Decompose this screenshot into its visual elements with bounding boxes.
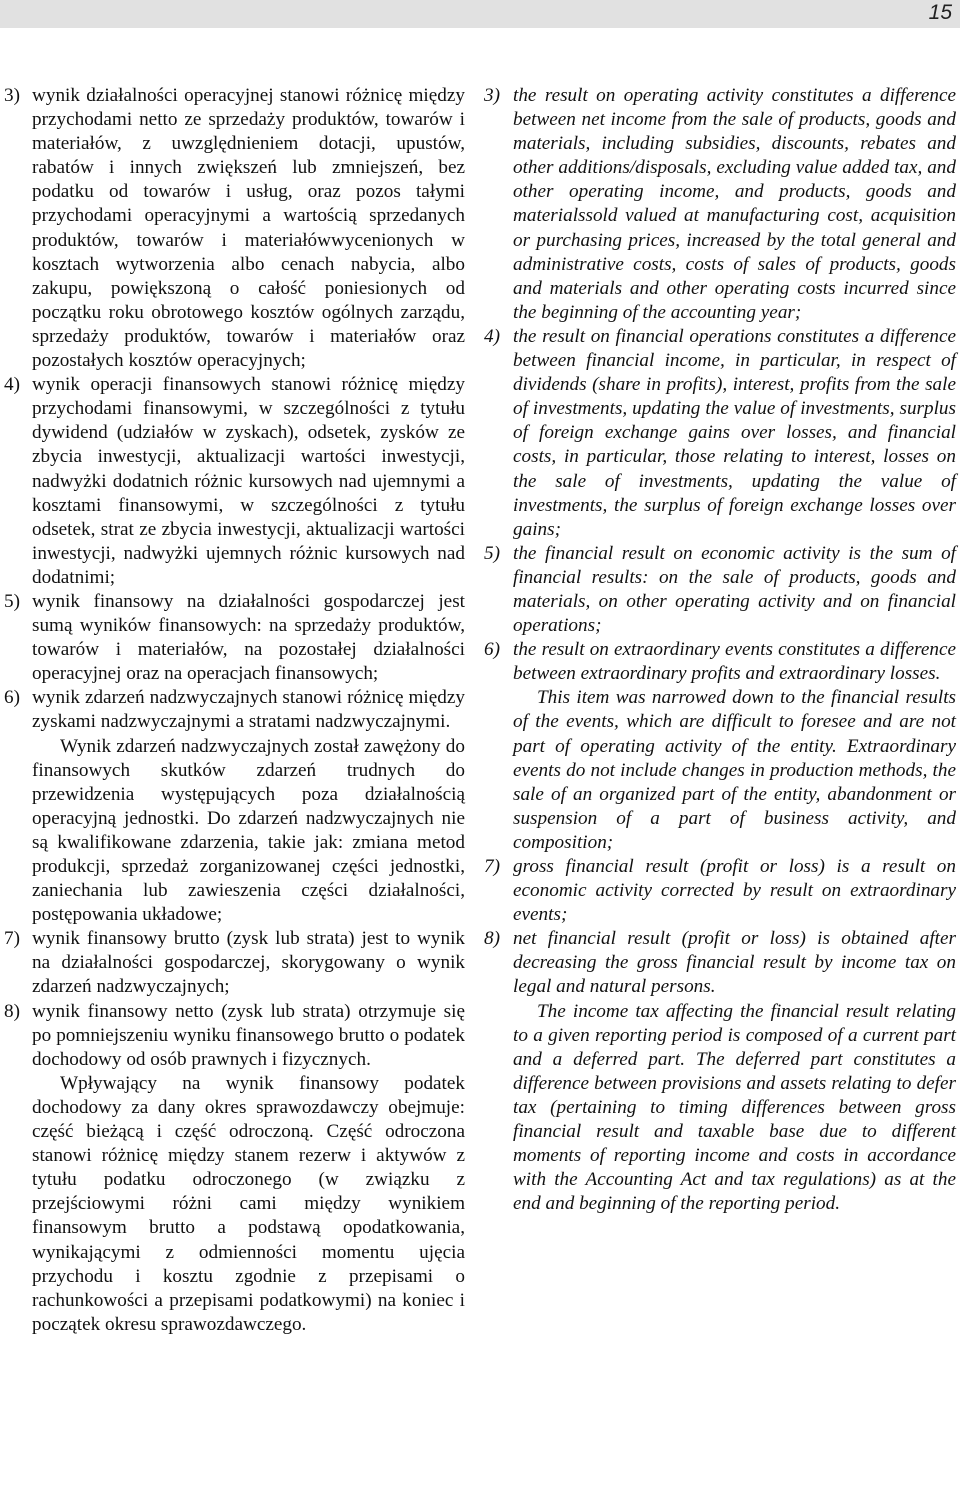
item-number: 6) xyxy=(4,687,20,709)
item-text: wynik finansowy na działalności gospodarczej jest sumą wyników finansowych: na sprzedaży produktów, towarów i materiałów, na pozostałej działalności operacyjnej oraz na operacjach finansowych; xyxy=(32,590,465,685)
item-text: the result on operating activity constitutes a difference between net income from the sale of products, goods and materials, including subsidies, discounts, rebates and other additions/disposals, excluding value added tax, and other operating income, and products, goods and materialssold valued at manufacturing cost, acquisition or purchasing prices, increased by the total general and administrative costs, costs of sales of products, goods and materials and other operating costs incurred since the beginning of the accounting year; xyxy=(513,85,956,323)
polish-paragraph-income-tax: Wpływający na wynik finansowy podatek dochodowy za dany okres sprawozdawczy obejmuje: część bieżącą i część odroczoną. Część odroczona stanowi różnicę między stanem rezerw i aktywów z tytułu podatku odroczonego (w związku z przejściowymi różni cami między wynikiem finansowym brutto a podstawą opodatkowania, wynikającymi z odmienności momentu ujęcia przychodu i kosztu zgodnie z przepisami o rachunkowości a przepisami podatkowymi) na koniec i początek okresu sprawozdawczego. xyxy=(32,1072,465,1335)
english-item-3 xyxy=(484,84,956,325)
item-number: 3) xyxy=(484,85,500,106)
item-number: 7) xyxy=(4,928,20,950)
item-number: 5) xyxy=(4,590,20,612)
polish-item-4 xyxy=(4,373,465,590)
english-item-8 xyxy=(484,927,956,999)
item-number: 6) xyxy=(484,639,500,661)
english-item-5 xyxy=(484,542,956,638)
item-number: 4) xyxy=(484,325,500,347)
item-text: the financial result on economic activity is the sum of financial results: on the sale of products, goods and materials, on other operating activity and on financial operations; xyxy=(513,542,956,637)
polish-item-5 xyxy=(4,590,465,686)
item-text: wynik zdarzeń nadzwyczajnych stanowi różnicę między zyskami nadzwyczajnymi a stratami nadzwyczajnymi. xyxy=(32,687,465,733)
polish-column xyxy=(4,84,465,1337)
item-text: wynik finansowy netto (zysk lub strata) otrzymuje się po pomniejszeniu wyniku finansowego brutto o podatek dochodowy od osób prawnych i fizycznych. xyxy=(32,1000,465,1070)
polish-item-3 xyxy=(4,84,465,373)
item-number: 8) xyxy=(4,1000,20,1022)
item-text: net financial result (profit or loss) is obtained after decreasing the gross financial result by income tax on legal and natural persons. xyxy=(513,928,956,998)
item-text: the result on financial operations constitutes a difference between financial income, in particular, in respect of dividends (share in profits), interest, profits from the sale of investments, updating the value of investments, surplus of foreign exchange gains over losses, and financial costs, in particular, those relating to interest, losses on the sale of investments, updating the value of investments, the surplus of foreign exchange losses over gains; xyxy=(513,325,956,540)
item-number: 8) xyxy=(484,928,500,950)
polish-item-6 xyxy=(4,686,465,734)
item-number: 3) xyxy=(4,85,20,106)
english-paragraph-extraordinary: This item was narrowed down to the financial results of the events, which are difficult to foresee and are not part of operating activity of the entity. Extraordinary events do not include changes in production methods, the sale of an organized part of the entity, abandonment or suspension of a part of business activity, and composition; xyxy=(513,687,956,853)
item-text: gross financial result (profit or loss) is a result on economic activity corrected by result on extraordinary events; xyxy=(513,856,956,926)
item-text: the result on extraordinary events constitutes a difference between extraordinary profits and extraordinary losses. xyxy=(513,639,956,685)
polish-item-8 xyxy=(4,1000,465,1072)
item-text: wynik finansowy brutto (zysk lub strata) jest to wynik na działalności gospodarczej, skorygowany o wynik zdarzeń nadzwyczajnych; xyxy=(32,928,465,998)
item-number: 7) xyxy=(484,856,500,877)
english-column xyxy=(484,84,956,1216)
item-text: wynik działalności operacyjnej stanowi różnicę między przychodami netto ze sprzedaży produktów, towarów i materiałów, z uwzględnieniem dotacji, upustów, rabatów i innych zwiększeń lub zmniejszeń, bez podatku od towarów i usług, oraz pozos tałymi przychodami operacyjnymi a wartością sprzedanych produktów, towarów i materiałówwycenionych w kosztach wytworzenia albo cenach nabycia, albo zakupu, powiększoną o całość poniesionych od początku roku obrotowego kosztów ogólnych zarządu, sprzedaży produktów, towarów i materiałów oraz pozostałych kosztów operacyjnych; xyxy=(32,85,465,372)
item-text: wynik operacji finansowych stanowi różnicę między przychodami finansowymi, w szczególności z tytułu dywidend (udziałów w zyskach), odsetek, zysków ze zbycia inwestycji, aktualizacji wartości inwestycji, nadwyżki dodatnich różnic kursowych nad ujemnymi a kosztami finansowymi, w szczególności z tytułu odsetek, strat ze zbycia inwestycji, aktualizacji wartości inwestycji, nadwyżki ujemnych różnic kursowych nad dodatnimi; xyxy=(32,374,465,588)
item-number: 4) xyxy=(4,374,20,396)
english-item-4 xyxy=(484,325,956,542)
polish-item-7 xyxy=(4,927,465,999)
page-header-bar xyxy=(0,0,960,28)
english-item-7 xyxy=(484,855,956,927)
polish-paragraph-extraordinary: Wynik zdarzeń nadzwyczajnych został zawężony do finansowych skutków zdarzeń trudnych do przewidzenia występujących poza działalnością operacyjną jednostki. Do zdarzeń nadzwyczajnych nie są kwalifikowane zdarzenia, takie jak: zmiana metod produkcji, sprzedaż zorganizowanej części jednostki, zaniechania lub zawieszenia części działalności, postępowania układowe; xyxy=(32,735,465,926)
english-item-6 xyxy=(484,638,956,686)
item-number: 5) xyxy=(484,542,500,564)
page-number: 15 xyxy=(928,1,952,24)
english-paragraph-income-tax: The income tax affecting the financial result relating to a given reporting period is composed of a current part and a deferred part. The deferred part constitutes a difference between provisions and assets relating to defer tax (pertaining to timing differences between gross financial result and taxable base due to different moments of reporting income and costs in accordance with the Accounting Act and tax regulations) as at the end and beginning of the reporting period. xyxy=(513,1000,956,1215)
